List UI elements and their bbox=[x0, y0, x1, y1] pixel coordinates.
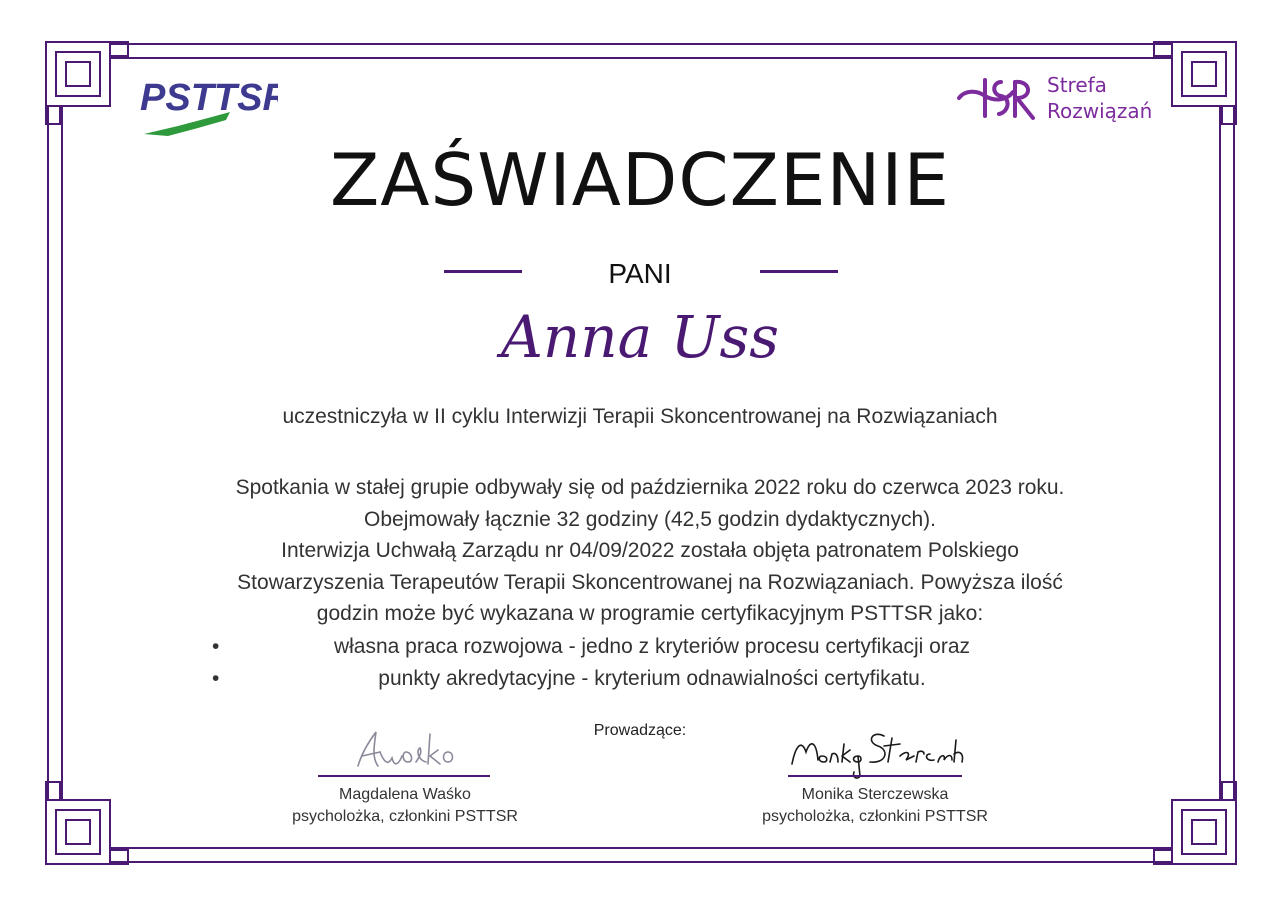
handwritten-signature-wasko bbox=[350, 722, 460, 774]
psttsr-logo-text: PSTTSR bbox=[140, 77, 278, 119]
participation-statement: uczestniczyła w II cyklu Interwizji Terapii Skoncentrowanej na Rozwiązaniach bbox=[282, 405, 998, 428]
corner-ornament-bottom-left bbox=[46, 782, 128, 864]
certificate-body bbox=[150, 472, 1150, 630]
leaders-label: Prowadzące: bbox=[593, 722, 687, 739]
body-line: Obejmowały łącznie 32 godziny (42,5 godzin dydaktycznych). bbox=[364, 507, 936, 531]
corner-ornament-top-left bbox=[46, 42, 128, 124]
corner-ornament-bottom-right bbox=[1154, 782, 1236, 864]
criteria-item: • punkty akredytacyjne - kryterium odnawialności certyfikatu. bbox=[212, 663, 1072, 695]
strefa-rozwiazan-logo bbox=[955, 70, 1175, 130]
signer-left bbox=[250, 784, 560, 828]
wordmark-line-2: Rozwiązań bbox=[1047, 99, 1153, 123]
body-line: Spotkania w stałej grupie odbywały się od października 2022 roku do czerwca 2023 roku. bbox=[235, 476, 1065, 499]
certificate-title: ZAŚWIADCZENIE bbox=[329, 138, 951, 222]
body-line: Stowarzyszenia Terapeutów Terapii Skoncentrowanej na Rozwiązaniach. Powyższa ilość bbox=[237, 570, 1063, 594]
signature-image-left bbox=[350, 722, 460, 779]
criteria-item: • własna praca rozwojowa - jedno z kryteriów procesu certyfikacji oraz bbox=[212, 631, 1072, 663]
salutation: PANI bbox=[608, 258, 672, 289]
body-line: Interwizja Uchwałą Zarządu nr 04/09/2022 została objęta patronatem Polskiego bbox=[281, 539, 1019, 562]
signature-image-right bbox=[788, 722, 966, 787]
psttsr-logo bbox=[138, 68, 278, 140]
signature-line-right bbox=[788, 775, 962, 777]
signer-role: psycholożka, członkini PSTTSR bbox=[292, 808, 518, 825]
signer-name: Monika Sterczewska bbox=[801, 786, 949, 803]
criteria-list bbox=[212, 631, 1072, 694]
signer-role: psycholożka, członkini PSTTSR bbox=[762, 808, 988, 825]
handwritten-signature-sterczewska bbox=[788, 722, 966, 782]
recipient-name: Anna Uss bbox=[500, 303, 780, 371]
body-line: godzin może być wykazana w programie certyfikacyjnym PSTTSR jako: bbox=[316, 602, 984, 625]
signer-right bbox=[720, 784, 1030, 828]
signer-name: Magdalena Waśko bbox=[339, 786, 471, 803]
decorative-rule-right bbox=[760, 270, 838, 273]
signature-line-left bbox=[318, 775, 490, 777]
wordmark-line-1: Strefa bbox=[1047, 73, 1107, 97]
tsr-monogram-icon bbox=[955, 70, 1041, 126]
strefa-rozwiazan-wordmark bbox=[1047, 72, 1152, 124]
